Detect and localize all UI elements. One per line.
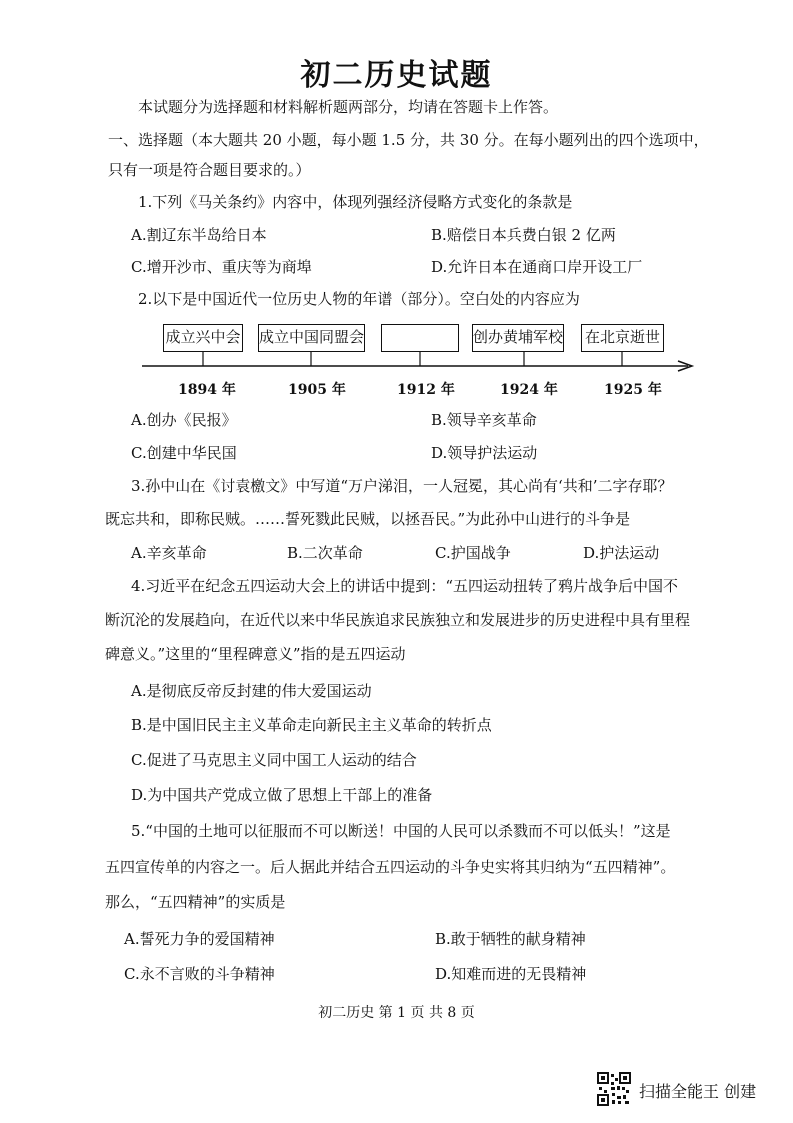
question-4-option-a: A.是彻底反帝反封建的伟大爱国运动 xyxy=(131,682,372,700)
question-5-stem: 5.“中国的土地可以征服而不可以断送！中国的人民可以杀戮而不可以低头！”这是 xyxy=(131,822,671,840)
question-3-stem: 3.孙中山在《讨袁檄文》中写道“万户涕泪，一人冠冕，其心尚有‘共和’二字存耶？ xyxy=(131,477,673,495)
question-5-option-c: C.永不言败的斗争精神 xyxy=(124,965,275,983)
qr-code-icon xyxy=(597,1072,631,1106)
question-2-option-a: A.创办《民报》 xyxy=(131,411,237,429)
timeline-event-5: 在北京逝世 xyxy=(581,324,664,352)
question-1-option-a: A.割辽东半岛给日本 xyxy=(131,226,267,244)
timeline-event-2: 成立中国同盟会 xyxy=(258,324,365,352)
timeline-year-5: 1925 年 xyxy=(604,382,662,398)
question-3-option-b: B.二次革命 xyxy=(287,544,363,562)
question-2-option-b: B.领导辛亥革命 xyxy=(431,411,537,429)
timeline-event-1: 成立兴中会 xyxy=(163,324,243,352)
question-4-option-b: B.是中国旧民主主义革命走向新民主主义革命的转折点 xyxy=(131,716,492,734)
question-2-option-c: C.创建中华民国 xyxy=(131,444,237,462)
question-3-stem-cont: 既忘共和，即称民贼。……誓死戮此民贼，以拯吾民。”为此孙中山进行的斗争是 xyxy=(105,510,631,528)
question-3-option-d: D.护法运动 xyxy=(583,544,660,562)
timeline-axis xyxy=(140,350,700,374)
question-2-option-d: D.领导护法运动 xyxy=(431,444,538,462)
question-5-option-b: B.敢于牺牲的献身精神 xyxy=(435,930,586,948)
question-4-option-d: D.为中国共产党成立做了思想上干部上的准备 xyxy=(131,786,433,804)
question-4-option-c: C.促进了马克思主义同中国工人运动的结合 xyxy=(131,751,417,769)
question-3-option-c: C.护国战争 xyxy=(435,544,511,562)
scanner-watermark-text: 扫描全能王 创建 xyxy=(639,1082,757,1101)
page-title: 初二历史试题 xyxy=(300,58,493,93)
question-5-option-d: D.知难而进的无畏精神 xyxy=(435,965,587,983)
question-4-stem-cont2: 碑意义。”这里的“里程碑意义”指的是五四运动 xyxy=(105,645,406,663)
timeline-event-4: 创办黄埔军校 xyxy=(472,324,564,352)
question-2-stem: 2.以下是中国近代一位历史人物的年谱（部分）。空白处的内容应为 xyxy=(138,290,580,308)
question-1-option-c: C.增开沙市、重庆等为商埠 xyxy=(131,258,312,276)
question-1-option-d: D.允许日本在通商口岸开设工厂 xyxy=(431,258,643,276)
timeline-year-4: 1924 年 xyxy=(500,382,558,398)
timeline-event-3-blank xyxy=(381,324,459,352)
question-3-option-a: A.辛亥革命 xyxy=(131,544,207,562)
question-5-stem-cont: 五四宣传单的内容之一。后人据此并结合五四运动的斗争史实将其归纳为“五四精神”。 xyxy=(105,858,676,876)
question-1-stem: 1.下列《马关条约》内容中，体现列强经济侵略方式变化的条款是 xyxy=(138,193,573,211)
question-5-stem-cont2: 那么，“五四精神”的实质是 xyxy=(105,893,286,911)
section-one-header-cont: 只有一项是符合题目要求的。） xyxy=(108,161,311,179)
question-4-stem-cont: 断沉沦的发展趋向，在近代以来中华民族追求民族独立和发展进步的历史进程中具有里程 xyxy=(105,611,691,629)
timeline-year-1: 1894 年 xyxy=(178,382,236,398)
question-1-option-b: B.赔偿日本兵费白银 2 亿两 xyxy=(431,226,616,244)
page-footer: 初二历史 第 1 页 共 8 页 xyxy=(318,1005,475,1021)
exam-instructions: 本试题分为选择题和材料解析题两部分，均请在答题卡上作答。 xyxy=(138,98,559,116)
question-5-option-a: A.誓死力争的爱国精神 xyxy=(124,930,275,948)
question-4-stem: 4.习近平在纪念五四运动大会上的讲话中提到：“五四运动扭转了鸦片战争后中国不 xyxy=(131,577,678,595)
section-one-header: 一、选择题（本大题共 20 小题，每小题 1.5 分，共 30 分。在每小题列出的四个选项中， xyxy=(108,131,709,149)
timeline-year-2: 1905 年 xyxy=(288,382,346,398)
timeline-year-3: 1912 年 xyxy=(397,382,455,398)
